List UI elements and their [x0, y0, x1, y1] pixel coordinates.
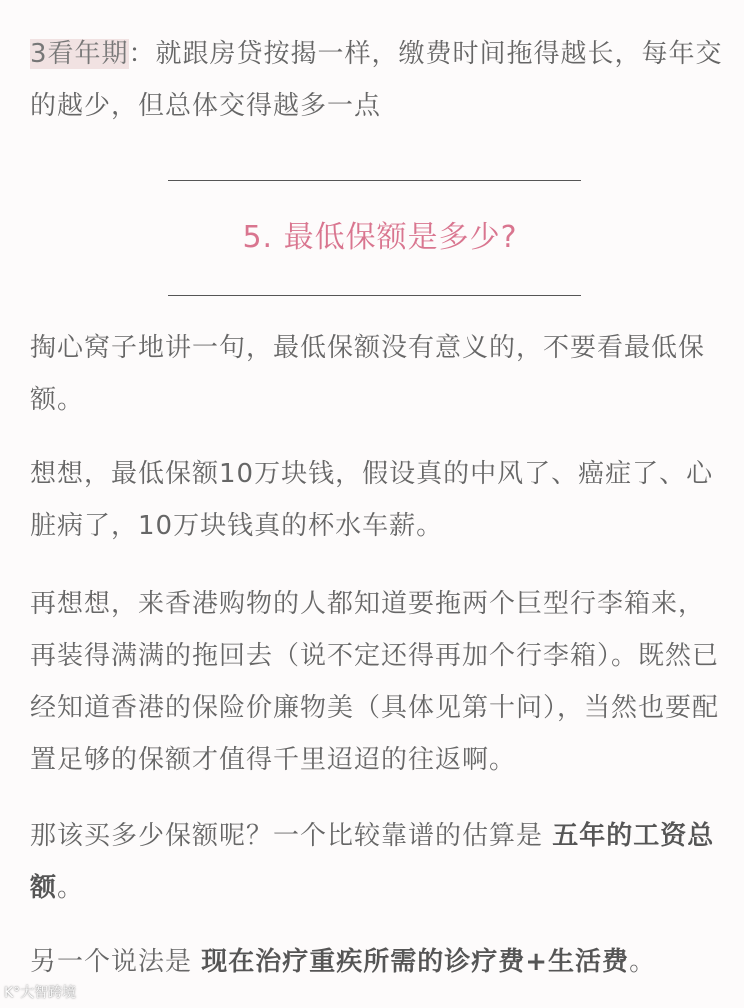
paragraph-5-emphasis: 现在治疗重疾所需的诊疗费+生活费 [201, 947, 630, 977]
intro-text: ：就跟房贷按揭一样，缴费时间拖得越长，每年交的越少，但总体交得越多一点 [30, 39, 723, 121]
paragraph-4 [30, 810, 730, 914]
intro-paragraph [30, 0, 730, 132]
article [30, 0, 730, 988]
paragraph-4-emphasis: 五年的工资总额 [30, 821, 715, 903]
paragraph-2: 想想，最低保额10万块钱，假设真的中风了、癌症了、心脏病了，10万块钱真的杯水车薪。 [30, 459, 714, 541]
highlight-label: 3看年期 [30, 39, 129, 69]
paragraph-1: 掏心窝子地讲一句，最低保额没有意义的，不要看最低保额。 [30, 333, 706, 415]
paragraph-5-end: 。 [629, 947, 657, 977]
divider-bottom [168, 295, 581, 296]
watermark: K°大智跨境 [4, 985, 77, 1001]
paragraph-4-end: 。 [57, 873, 85, 903]
section-heading: 5. 最低保额是多少? [242, 220, 518, 255]
paragraph-5-text: 另一个说法是 [30, 947, 202, 977]
paragraph-3: 再想想，来香港购物的人都知道要拖两个巨型行李箱来，再装得满满的拖回去（说不定还得再加个行李箱）。既然已经知道香港的保险价廉物美（具体见第十问），当然也要配置足够的保额才值得千里迢迢的往返啊。 [30, 589, 720, 775]
paragraph-4-text: 那该买多少保额呢？一个比较靠谱的估算是 [30, 821, 553, 851]
paragraph-5 [30, 936, 730, 988]
